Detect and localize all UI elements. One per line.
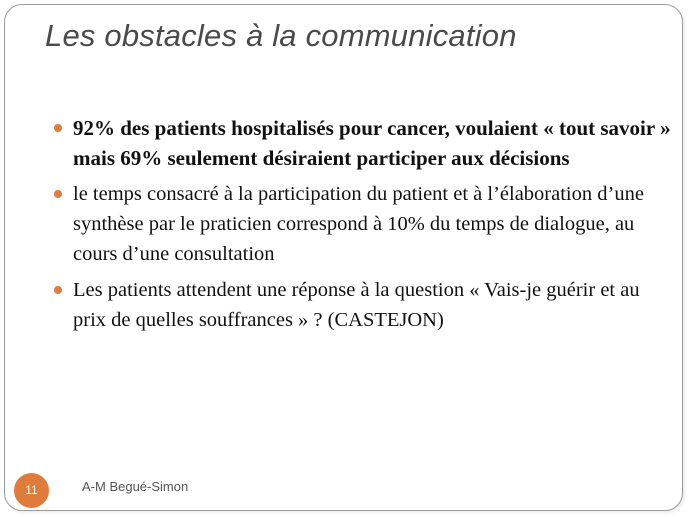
bullet-list bbox=[73, 113, 673, 341]
slide-title: Les obstacles à la communication bbox=[45, 18, 517, 53]
page-number-badge: 11 bbox=[14, 473, 49, 508]
bullet-text-3: Les patients attendent une réponse à la question « Vais-je guérir et au prix de quelles souffrances » ? (CASTEJON) bbox=[73, 279, 640, 331]
bullet-item-1 bbox=[73, 113, 673, 173]
slide bbox=[4, 4, 683, 511]
bullet-text-1: 92% des patients hospitalisés pour cancer, voulaient « tout savoir » mais 69% seulement désiraient participer aux décisions bbox=[73, 116, 671, 170]
bullet-item-3 bbox=[73, 275, 673, 335]
footer-author: A-M Begué-Simon bbox=[82, 479, 189, 494]
bullet-dot-icon bbox=[54, 190, 62, 198]
bullet-dot-icon bbox=[54, 286, 62, 294]
bullet-dot-icon bbox=[54, 124, 62, 132]
bullet-text-2: le temps consacré à la participation du patient et à l’élaboration d’une synthèse par le praticien correspond à 10% du temps de dialogue, au cours d’une consultation bbox=[73, 183, 644, 265]
bullet-item-2 bbox=[73, 179, 673, 269]
